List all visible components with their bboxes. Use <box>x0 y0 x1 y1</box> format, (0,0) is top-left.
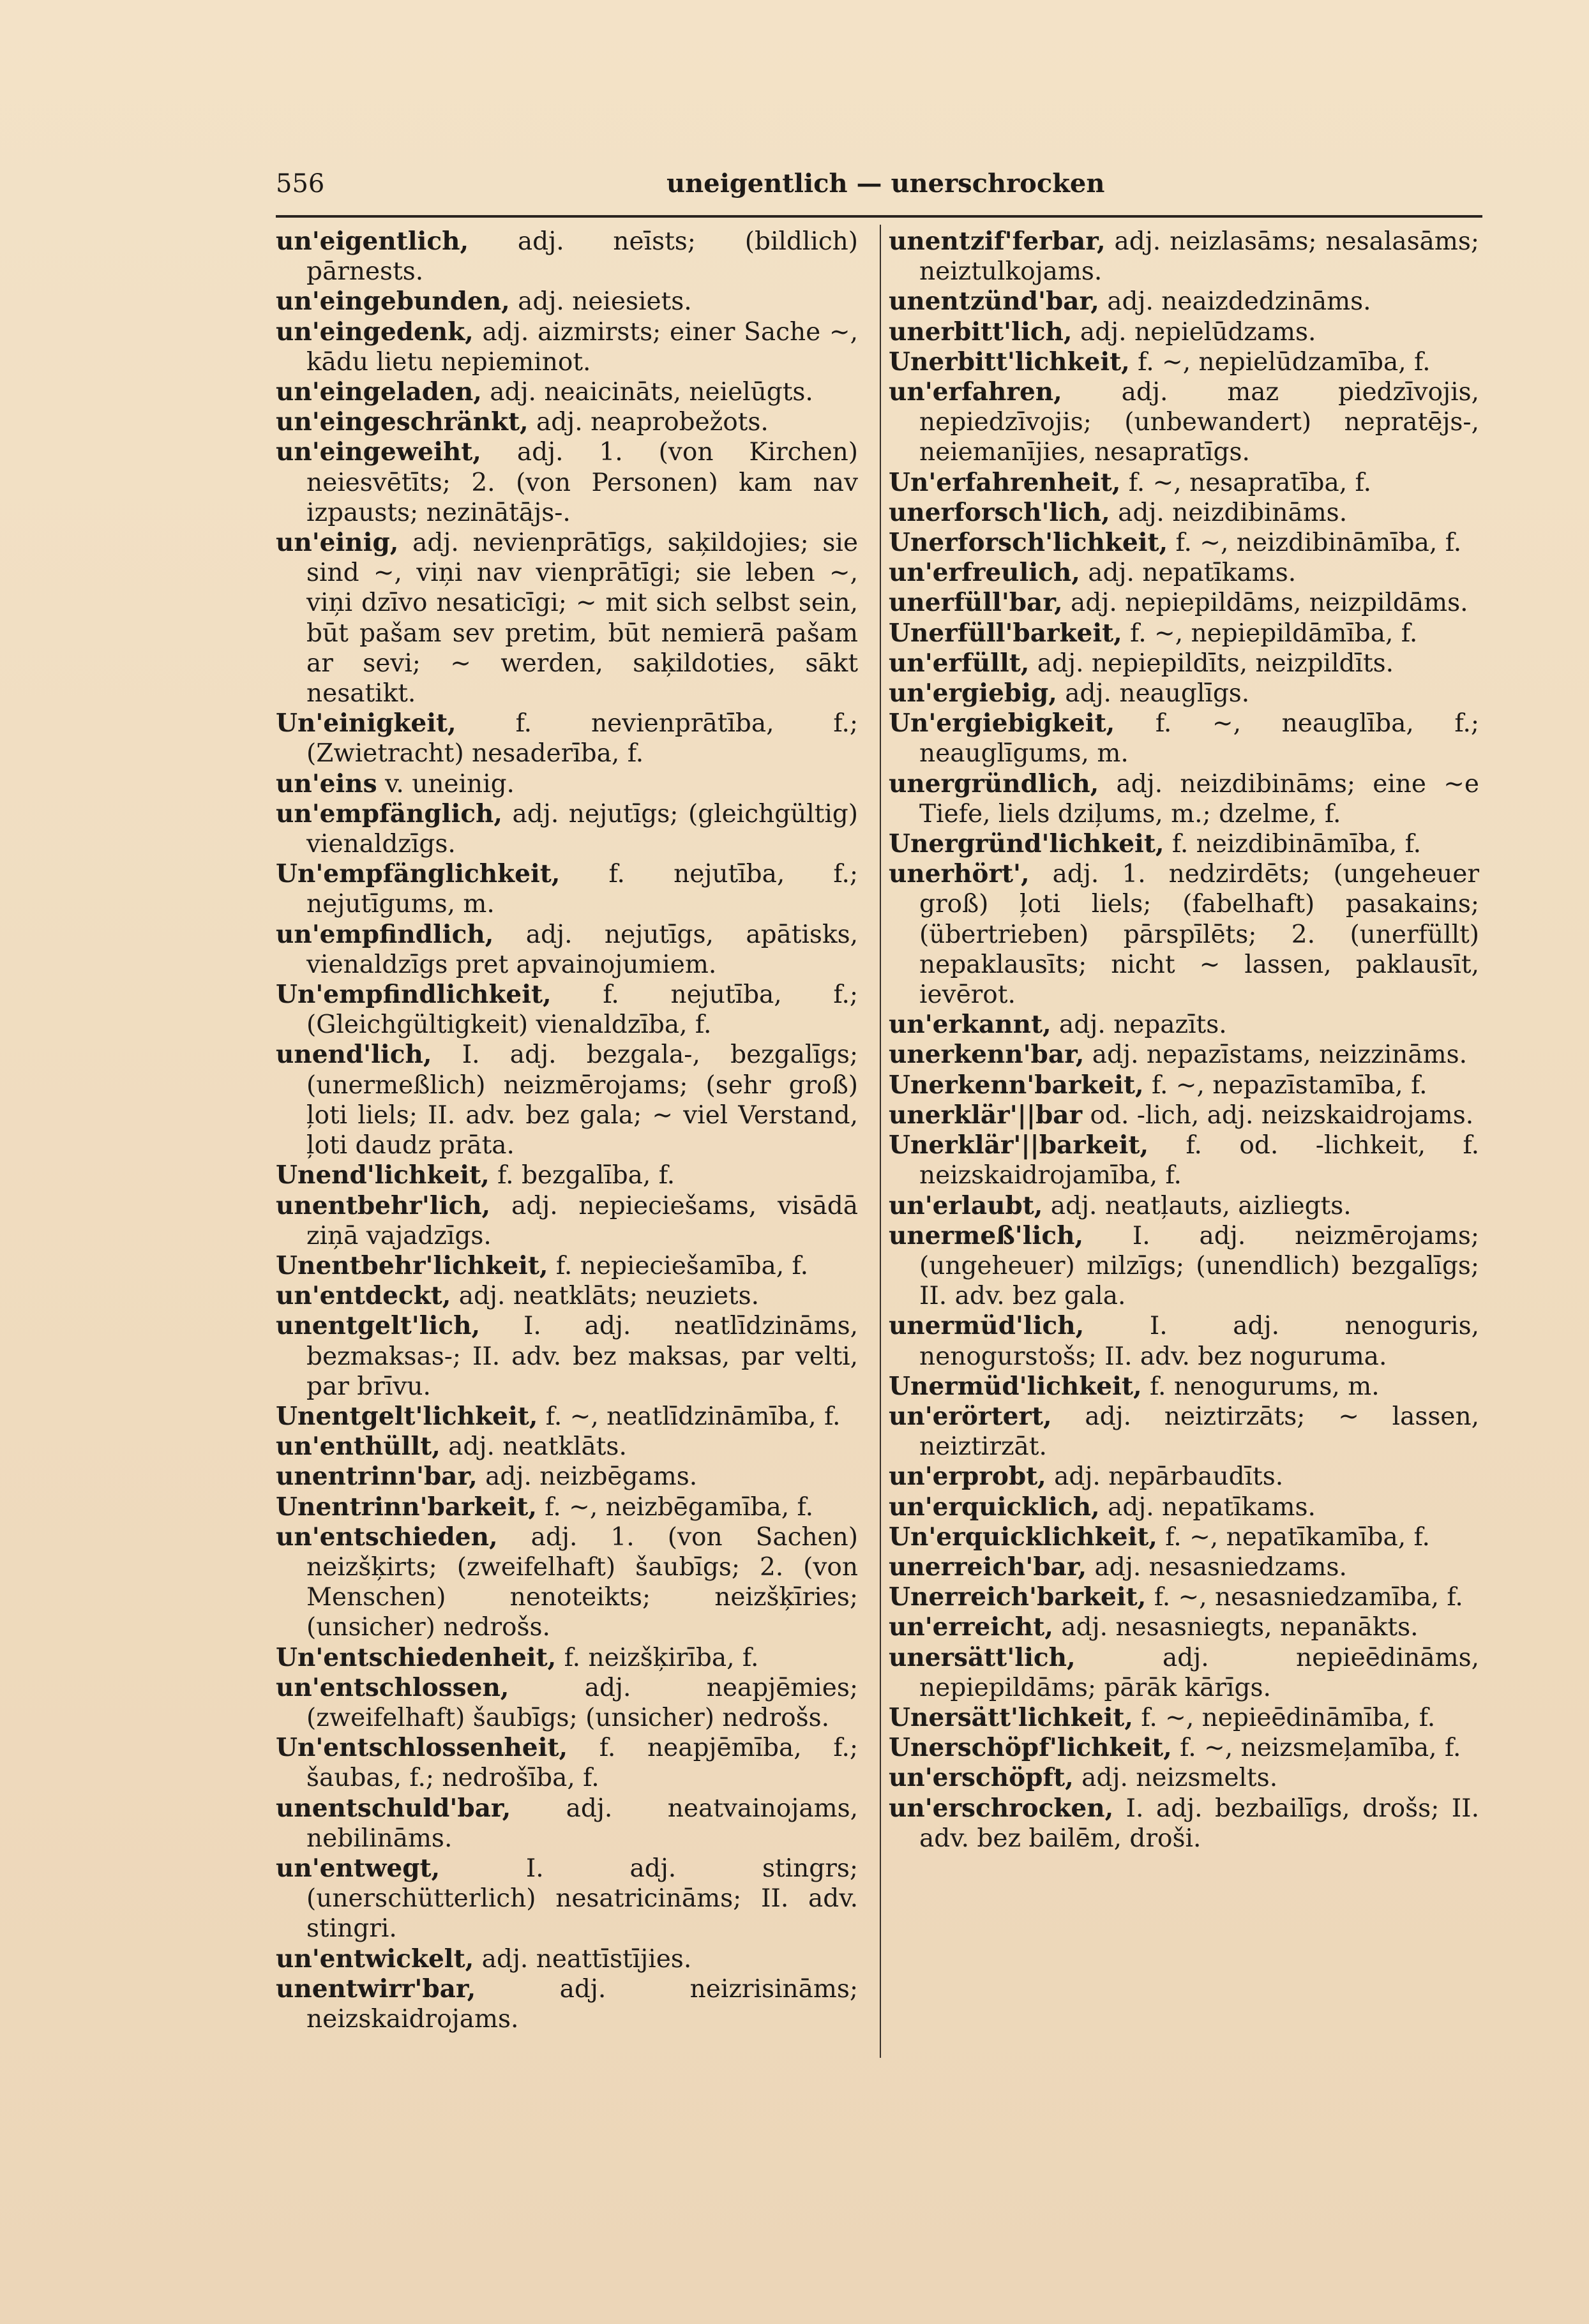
entry-definition: adj. nepieēdināms, nepiepildāms; pārāk kārīgs. <box>919 1643 1479 1702</box>
entry-headword: Unentbehr'lichkeit, <box>276 1250 548 1280</box>
dictionary-entry <box>889 1130 1479 1190</box>
entry-definition: adj. maz piedzīvojis, nepiedzīvojis; (unbewandert) nepratējs-, neiemanījies, nesapratīgs. <box>919 378 1479 467</box>
entry-headword: un'erfahren, <box>889 377 1062 407</box>
dictionary-entry <box>276 377 858 407</box>
dictionary-entry <box>276 1854 858 1944</box>
dictionary-entry <box>889 1733 1479 1763</box>
entry-headword: un'erschrocken, <box>889 1793 1114 1823</box>
entry-definition: adj. nepatīkams. <box>1088 559 1297 588</box>
dictionary-entry <box>889 1763 1479 1793</box>
entry-headword: un'erschöpft, <box>889 1763 1074 1793</box>
dictionary-entry <box>889 227 1479 287</box>
dictionary-entry <box>276 1281 858 1311</box>
entry-headword: un'enthüllt, <box>276 1432 441 1462</box>
dictionary-entry <box>276 1974 858 2034</box>
entry-headword: un'empfänglich, <box>276 798 502 828</box>
entry-definition: I. adj. neatlīdzināms, bezmaksas-; II. adv. bez maksas, par velti, par brīvu. <box>306 1312 858 1401</box>
dictionary-entry <box>276 1251 858 1281</box>
entry-headword: unerfüll'bar, <box>889 588 1063 618</box>
entry-definition: adj. nepazīstams, neizzināms. <box>1092 1040 1468 1070</box>
dictionary-entry <box>276 287 858 317</box>
entry-headword: Un'entschiedenheit, <box>276 1642 557 1672</box>
entry-definition: adj. aizmirsts; einer Sache ~, kādu lietu nepieminot. <box>306 317 859 377</box>
dictionary-entry <box>276 227 858 287</box>
entry-headword: unerbitt'lich, <box>889 317 1073 347</box>
dictionary-entry <box>276 1522 858 1643</box>
entry-definition: adj. neiesiets. <box>518 287 692 317</box>
entry-headword: unerhört', <box>889 859 1030 889</box>
page-number: 556 <box>276 169 325 199</box>
entry-headword: un'eins <box>276 768 377 798</box>
entry-headword: unentwirr'bar, <box>276 1974 476 2004</box>
entry-definition: adj. 1. (von Sachen) neizšķirts; (zweifelhaft) šaubīgs; 2. (von Menschen) nenoteikts; neizšķīries; (unsicher) nedrošs. <box>306 1522 858 1642</box>
entry-headword: unentrinn'bar, <box>276 1462 478 1492</box>
entry-headword: Un'empfänglichkeit, <box>276 859 561 889</box>
left-column <box>276 227 858 2034</box>
entry-headword: Unend'lichkeit, <box>276 1160 490 1190</box>
dictionary-entry <box>889 498 1479 528</box>
dictionary-entry <box>889 1221 1479 1312</box>
entry-headword: un'erprobt, <box>889 1462 1046 1492</box>
dictionary-entry <box>276 1673 858 1733</box>
page-header <box>276 167 1482 212</box>
entry-definition: f. ~, neizbēgamība, f. <box>545 1492 813 1522</box>
entry-headword: un'entwegt, <box>276 1853 441 1883</box>
entry-headword: Unentgelt'lichkeit, <box>276 1401 538 1431</box>
entry-definition: adj. neizlasāms; nesalasāms; neiztulkojams. <box>919 227 1479 287</box>
entry-definition: f. ~, nepazīstamība, f. <box>1151 1070 1427 1100</box>
dictionary-entry <box>276 769 858 799</box>
entry-definition: adj. nepielūdzams. <box>1080 317 1316 347</box>
entry-headword: unerreich'bar, <box>889 1552 1087 1582</box>
dictionary-entry <box>276 1432 858 1462</box>
entry-definition: adj. nejutīgs; (gleichgültig) vienaldzīgs. <box>306 799 858 859</box>
entry-headword: unerkenn'bar, <box>889 1040 1085 1070</box>
entry-definition: adj. neīsts; (bildlich) pārnests. <box>306 227 858 287</box>
dictionary-entry <box>889 618 1479 648</box>
entry-headword: Unerkenn'barkeit, <box>889 1070 1144 1100</box>
entry-definition: adj. neaizdedzināms. <box>1107 287 1371 317</box>
entry-definition: f. bezgalība, f. <box>497 1161 675 1190</box>
entry-definition: I. adj. bezgala-, bezgalīgs; (unermeßlich) neizmērojams; (sehr groß) ļoti liels; II. adv. bez gala; ~ viel Verstand, ļoti daudz prāta. <box>306 1040 858 1160</box>
dictionary-entry <box>889 1462 1479 1492</box>
dictionary-entry <box>889 287 1479 317</box>
entry-headword: Unersätt'lichkeit, <box>889 1702 1133 1732</box>
dictionary-entry <box>889 1100 1479 1130</box>
dictionary-entry <box>276 407 858 437</box>
entry-headword: un'eigentlich, <box>276 227 469 256</box>
entry-headword: un'eingebunden, <box>276 287 510 317</box>
dictionary-entry <box>889 678 1479 708</box>
dictionary-entry <box>889 1522 1479 1552</box>
entry-headword: Unerreich'barkeit, <box>889 1582 1147 1612</box>
entry-definition: f. ~, nesasniedzamība, f. <box>1154 1583 1463 1612</box>
dictionary-entry <box>889 1794 1479 1854</box>
entry-definition: adj. neattīstījies. <box>481 1944 692 1974</box>
entry-headword: Unerbitt'lichkeit, <box>889 347 1130 377</box>
entry-headword: un'entschieden, <box>276 1522 498 1552</box>
dictionary-entry <box>889 528 1479 558</box>
entry-headword: Unergründ'lichkeit, <box>889 829 1164 859</box>
dictionary-entry <box>889 1612 1479 1642</box>
dictionary-entry <box>889 377 1479 468</box>
entry-definition: adj. nejutīgs, apātisks, vienaldzīgs pret apvainojumiem. <box>306 920 858 979</box>
dictionary-entry <box>889 1703 1479 1733</box>
entry-definition: f. neizšķirība, f. <box>564 1643 759 1672</box>
entry-headword: unermüd'lich, <box>889 1311 1085 1341</box>
dictionary-entry <box>889 1492 1479 1522</box>
entry-definition: f. ~, neizsmeļamība, f. <box>1180 1734 1461 1763</box>
dictionary-entry <box>889 1070 1479 1100</box>
entry-headword: Un'erquicklichkeit, <box>889 1522 1157 1552</box>
entry-definition: adj. nepiepildāms, neizpildāms. <box>1071 588 1468 618</box>
entry-headword: unentzif'ferbar, <box>889 227 1106 256</box>
entry-headword: un'entschlossen, <box>276 1672 509 1702</box>
entry-definition: adj. nepārbaudīts. <box>1054 1462 1284 1492</box>
entry-definition: adj. neapjēmies; (zweifelhaft) šaubīgs; (unsicher) nedrošs. <box>306 1673 858 1732</box>
entry-headword: un'erlaubt, <box>889 1190 1043 1220</box>
dictionary-entry <box>276 1643 858 1673</box>
entry-definition: adj. 1. nedzirdēts; (ungeheuer groß) ļoti liels; (fabelhaft) pasakains; (übertrieben) pārspīlēts; 2. (unerfüllt) nepaklausīts; nicht ~ lassen, paklausīt, ievērot. <box>919 860 1479 1010</box>
dictionary-entry <box>276 437 858 528</box>
entry-definition: f. ~, nepiepildāmība, f. <box>1130 618 1418 648</box>
entry-headword: un'entwickelt, <box>276 1944 474 1974</box>
entry-headword: Unerfüll'barkeit, <box>889 618 1122 648</box>
entry-definition: adj. 1. (von Kirchen) neiesvētīts; 2. (von Personen) kam nav izpausts; nezinātājs-. <box>306 438 858 527</box>
dictionary-entry <box>889 1402 1479 1462</box>
entry-definition: I. adj. bezbailīgs, drošs; II. adv. bez bailēm, droši. <box>919 1794 1479 1853</box>
entry-headword: un'erreicht, <box>889 1612 1053 1642</box>
entry-definition: f. ~, nepielūdzamība, f. <box>1138 347 1431 377</box>
dictionary-entry <box>889 1582 1479 1612</box>
entry-definition: f. neapjēmība, f.; šaubas, f.; nedrošība, f. <box>306 1734 858 1793</box>
entry-definition: v. uneinig. <box>385 769 515 798</box>
entry-headword: unentgelt'lich, <box>276 1311 481 1341</box>
entry-definition: f. ~, nepieēdināmība, f. <box>1141 1703 1436 1732</box>
entry-headword: Un'ergiebigkeit, <box>889 708 1115 738</box>
dictionary-entry <box>889 859 1479 1010</box>
entry-headword: un'eingeweiht, <box>276 437 481 467</box>
dictionary-entry <box>889 1010 1479 1040</box>
dictionary-entry <box>889 1191 1479 1221</box>
dictionary-entry <box>889 468 1479 498</box>
dictionary-entry <box>889 829 1479 859</box>
dictionary-entry <box>276 859 858 919</box>
entry-definition: adj. neaicināts, neielūgts. <box>490 378 813 407</box>
entry-definition: f. ~, nepatīkamība, f. <box>1165 1522 1430 1552</box>
dictionary-entry <box>276 920 858 980</box>
entry-headword: unergründlich, <box>889 768 1099 798</box>
entry-headword: unentzünd'bar, <box>889 287 1099 317</box>
entry-headword: un'eingeladen, <box>276 377 482 407</box>
dictionary-entry <box>276 1733 858 1793</box>
entry-headword: unerforsch'lich, <box>889 497 1110 527</box>
entry-headword: un'entdeckt, <box>276 1281 451 1311</box>
entry-definition: adj. nepieciešams, visādā ziņā vajadzīgs. <box>306 1191 858 1250</box>
entry-definition: adj. neizdibināms. <box>1118 498 1348 527</box>
entry-headword: unermeß'lich, <box>889 1220 1084 1250</box>
entry-definition: f. ~, neauglība, f.; neauglīgums, m. <box>919 709 1479 768</box>
entry-definition: f. nejutība, f.; nejutīgums, m. <box>306 860 858 919</box>
dictionary-entry <box>889 648 1479 678</box>
column-divider <box>880 225 881 2058</box>
header-rule <box>276 215 1482 218</box>
entry-headword: unentbehr'lich, <box>276 1190 491 1220</box>
dictionary-entry <box>276 1160 858 1190</box>
entry-definition: f. nevienprātība, f.; (Zwietracht) nesaderība, f. <box>306 709 858 768</box>
dictionary-entry <box>889 558 1479 588</box>
entry-definition: adj. neatļauts, aizliegts. <box>1050 1191 1352 1220</box>
entry-headword: unersätt'lich, <box>889 1642 1076 1672</box>
entry-headword: Unerforsch'lichkeit, <box>889 528 1168 558</box>
entry-definition: adj. nesasniedzams. <box>1094 1552 1347 1582</box>
entry-definition: adj. neizsmelts. <box>1081 1764 1278 1793</box>
running-head: uneigentlich — unerschrocken <box>666 169 1105 199</box>
entry-definition: adj. neiztirzāts; ~ lassen, neiztirzāt. <box>919 1402 1479 1462</box>
entry-definition: adj. neatklāts. <box>448 1432 627 1462</box>
entry-headword: Un'einigkeit, <box>276 708 456 738</box>
entry-definition: adj. neizrisināms; neizskaidrojams. <box>306 1974 858 2034</box>
entry-definition: adj. nevienprātīgs, saķildojies; sie sind ~, viņi nav vienprātīgi; sie leben ~, viņi dzīvo nesaticīgi; ~ mit sich selbst sein, būt pašam sev pretim, būt nemierā pašam ar sevi; ~ werden, saķildoties, sākt nesatikt. <box>306 529 858 708</box>
dictionary-entry <box>276 1794 858 1854</box>
entry-headword: Un'entschlossenheit, <box>276 1733 568 1763</box>
dictionary-entry <box>276 1492 858 1522</box>
dictionary-entry <box>276 1462 858 1492</box>
entry-definition: f. nejutība, f.; (Gleichgültigkeit) vienaldzība, f. <box>306 980 858 1040</box>
dictionary-entry <box>276 708 858 768</box>
entry-definition: adj. neizbēgams. <box>485 1462 698 1492</box>
dictionary-entry <box>276 1040 858 1160</box>
entry-definition: I. adj. nenoguris, nenogurstošs; II. adv. bez noguruma. <box>919 1312 1479 1371</box>
entry-definition: f. od. -lichkeit, f. neizskaidrojamība, f. <box>919 1131 1479 1190</box>
entry-headword: un'erörtert, <box>889 1401 1052 1431</box>
entry-headword: Unerklär'||barkeit, <box>889 1130 1149 1160</box>
entry-headword: unerklär'||bar <box>889 1100 1083 1130</box>
entry-definition: f. ~, nesapratība, f. <box>1128 468 1371 497</box>
entry-definition: adj. neaprobežots. <box>536 408 769 437</box>
dictionary-entry <box>276 528 858 708</box>
entry-definition: adj. neauglīgs. <box>1065 679 1250 708</box>
entry-definition: adj. neizdibināms; eine ~e Tiefe, liels dziļums, m.; dzelme, f. <box>919 769 1479 828</box>
entry-definition: adj. nepiepildīts, neizpildīts. <box>1037 648 1394 678</box>
entry-definition: adj. neatvainojams, nebilināms. <box>306 1794 858 1853</box>
entry-headword: un'ergiebig, <box>889 678 1057 708</box>
entry-headword: un'einig, <box>276 528 399 558</box>
right-column <box>889 227 1479 1854</box>
entry-definition: I. adj. neizmērojams; (ungeheuer) milzīgs; (unendlich) bezgalīgs; II. adv. bez gala. <box>919 1221 1479 1311</box>
entry-definition: adj. nepazīts. <box>1059 1010 1227 1040</box>
entry-headword: Unerschöpf'lichkeit, <box>889 1733 1172 1763</box>
entry-headword: un'eingedenk, <box>276 317 474 347</box>
entry-definition: I. adj. stingrs; (unerschütterlich) nesatricināms; II. adv. stingri. <box>306 1854 859 1944</box>
dictionary-entry <box>889 1552 1479 1582</box>
entry-definition: f. ~, neizdibināmība, f. <box>1175 529 1462 558</box>
dictionary-entry <box>889 1040 1479 1070</box>
dictionary-entry <box>276 1191 858 1251</box>
entry-definition: adj. nesasniegts, nepanākts. <box>1061 1613 1419 1642</box>
dictionary-entry <box>276 317 858 377</box>
entry-definition: adj. neatklāts; neuziets. <box>458 1282 759 1311</box>
entry-headword: un'empfindlich, <box>276 919 494 949</box>
dictionary-entry <box>889 1311 1479 1371</box>
entry-definition: od. -lich, adj. neizskaidrojams. <box>1090 1100 1474 1130</box>
entry-headword: un'eingeschränkt, <box>276 407 529 437</box>
dictionary-entry <box>276 1311 858 1402</box>
dictionary-entry <box>889 347 1479 377</box>
entry-headword: unentschuld'bar, <box>276 1793 511 1823</box>
entry-definition: f. nenogurums, m. <box>1149 1372 1380 1401</box>
entry-headword: Unentrinn'barkeit, <box>276 1492 537 1522</box>
dictionary-entry <box>889 588 1479 618</box>
entry-definition: f. neizdibināmība, f. <box>1171 830 1422 859</box>
dictionary-entry <box>889 317 1479 347</box>
entry-headword: unend'lich, <box>276 1040 432 1070</box>
entry-headword: Unermüd'lichkeit, <box>889 1371 1142 1401</box>
dictionary-entry <box>276 980 858 1040</box>
entry-definition: f. ~, neatlīdzināmība, f. <box>545 1402 841 1431</box>
entry-definition: adj. nepatīkams. <box>1107 1492 1316 1522</box>
dictionary-entry <box>889 1372 1479 1402</box>
entry-headword: un'erfüllt, <box>889 648 1030 678</box>
dictionary-entry <box>889 769 1479 829</box>
dictionary-entry <box>889 1643 1479 1703</box>
entry-definition: f. nepieciešamība, f. <box>555 1251 808 1280</box>
entry-headword: un'erkannt, <box>889 1010 1051 1040</box>
dictionary-entry <box>276 1402 858 1432</box>
dictionary-entry <box>889 708 1479 768</box>
dictionary-entry <box>276 1944 858 1974</box>
entry-headword: un'erfreulich, <box>889 558 1080 588</box>
entry-headword: Un'empfindlichkeit, <box>276 980 552 1010</box>
entry-headword: Un'erfahrenheit, <box>889 467 1121 497</box>
entry-headword: un'erquicklich, <box>889 1492 1100 1522</box>
dictionary-entry <box>276 799 858 859</box>
